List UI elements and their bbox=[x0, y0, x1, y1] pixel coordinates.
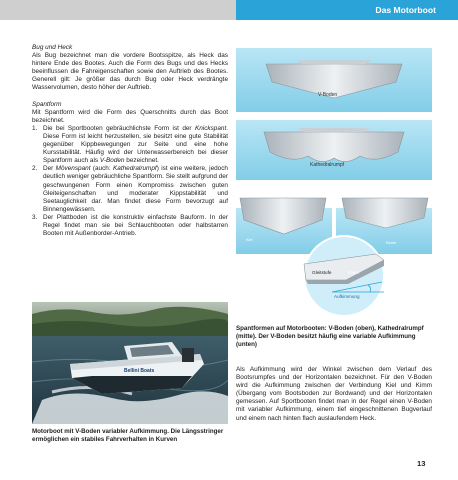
list-item: 3. Der Plattboden ist die konstruktiv einfachste Bauform. In der Regel findet man sie bei Schlauchbooten oder halbstarren Booten mit Außenborder-Antrieb. bbox=[32, 213, 228, 238]
photo-caption: Motorboot mit V-Boden variabler Aufkimmung. Die Längsstringer ermöglichen ein stabiles Fahrverhalten in Kurven bbox=[32, 428, 224, 444]
page-header bbox=[0, 0, 458, 20]
section-text-bug-heck: Als Bug bezeichnet man die vordere Bootsspitze, als Heck das hintere Ende des Bootes. Auch die Form des Bugs und des Hecks beeinflussen die Fahreigenschaften sowie den Auftrieb des Bootes. Generell gilt: Je größer das durch Bug oder Heck verdrängte Wasservolumen, desto höher der Auftrieb. bbox=[32, 52, 228, 92]
label-kimm: Kimm bbox=[386, 240, 397, 245]
label-kathedralrumpf: Kathedralrumpf bbox=[310, 162, 345, 168]
label-gleitstufe: Gleitstufe bbox=[312, 270, 332, 275]
right-text-column: Als Aufkimmung wird der Winkel zwischen dem Verlauf des Bootsrumpfes und der Horizontalen bezeichnet. Für den V-Boden wird die Aufkimmung zwischen der Verbindung Kiel und Kimm (Übergang vom Bootsboden zur Bordwand) und der Horizontalen gemessen. Auf Sportbooten findet man in der Regel einen V-Boden mit variabler Aufkimmung, einem tief eingeschnittenen Bugverlauf und einem nach hinten flach auslaufendem Heck. bbox=[236, 366, 432, 422]
spantform-list bbox=[32, 125, 228, 238]
page-number: 13 bbox=[417, 459, 426, 468]
motorboat-photo bbox=[32, 302, 228, 424]
header-title: Das Motorboot bbox=[236, 0, 458, 20]
label-kiel: Kiel bbox=[246, 237, 253, 242]
label-vboden: V-Boden bbox=[318, 92, 338, 98]
label-aufkimmung: Aufkimmung bbox=[334, 294, 360, 299]
header-gray-band bbox=[0, 0, 236, 20]
label-kimm-detail: Kimm bbox=[348, 270, 359, 275]
diagram-caption: Spantformen auf Motorbooten: V-Boden (oben), Kathedralrumpf (mitte). Der V-Boden besitzt häufig eine variable Aufkimmung (unten) bbox=[236, 325, 424, 349]
section-intro-spantform: Mit Spantform wird die Form des Querschnitts durch das Boot bezeichnet. bbox=[32, 108, 228, 124]
list-item: 2. Der Mövenspant (auch: Kathedralrumpf) ist eine weitere, jedoch deutlich weniger gebräuchliche Spantform. Sie stellt aufgrund der geschwungenen Form einen Kompromiss zwischen guten Gleiteigenschaften und moderater Kippstabilität und Seetauglichkeit dar. Man findet diese Form bevorzugt auf Binnengewässern. bbox=[32, 165, 228, 213]
left-text-column bbox=[32, 44, 228, 238]
hull-lettering: Bellini Boats bbox=[124, 368, 155, 374]
section-heading-spantform: Spantform bbox=[32, 100, 62, 108]
list-item: 1. Die bei Sportbooten gebräuchlichste Form ist der Knickspant. Diese Form ist leicht herzustellen, sie besitzt eine gute Stabilität gegenüber Kippbewegungen zur Seite und eine hohe Kursstabilität. Häufig wird der Unterwasserbereich bei dieser Spantform auch als V-Boden bezeichnet. bbox=[32, 124, 228, 165]
hull-forms-diagram bbox=[236, 48, 432, 320]
section-heading-bug-heck: Bug und Heck bbox=[32, 44, 73, 51]
